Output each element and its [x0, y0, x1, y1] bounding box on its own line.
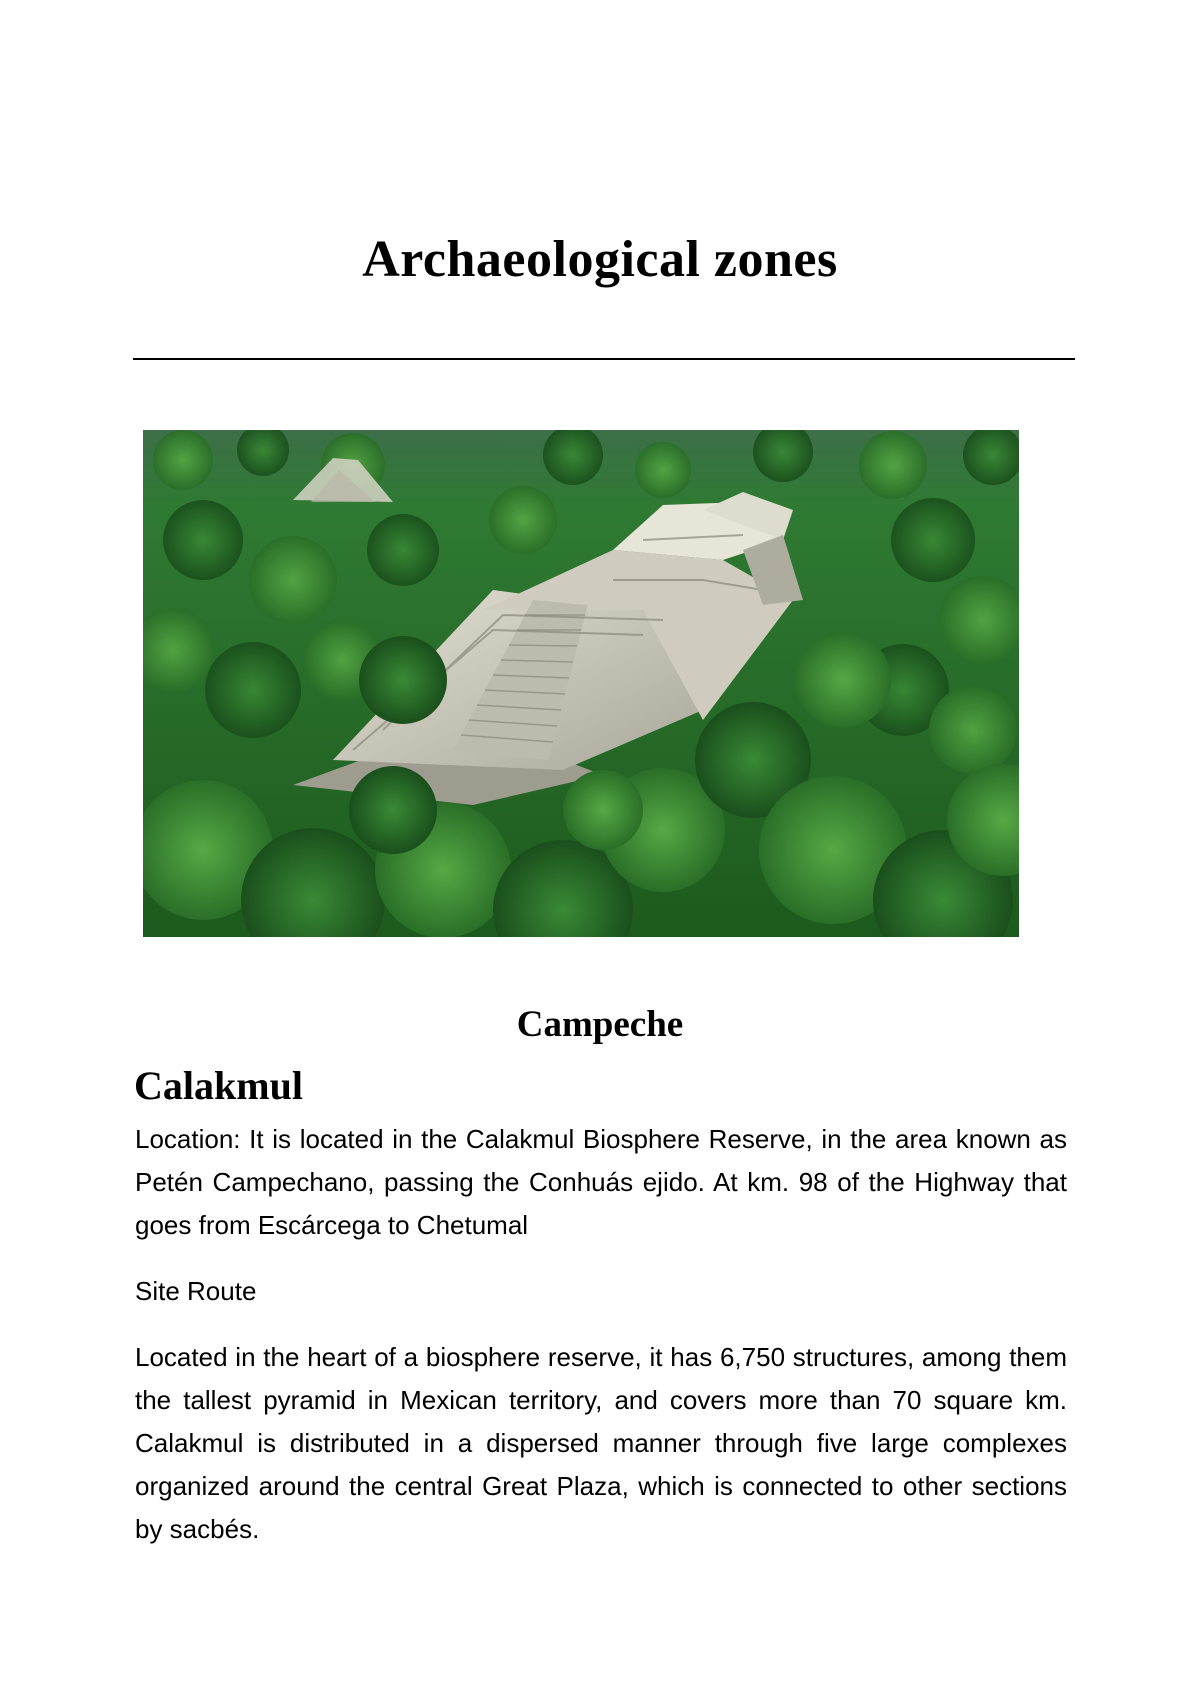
page-title: Archaeological zones: [362, 231, 838, 288]
site-route-label: Site Route: [135, 1276, 257, 1306]
title-divider: [133, 358, 1075, 360]
calakmul-pyramid-photo: [143, 430, 1019, 937]
region-heading: Campeche: [516, 1004, 684, 1045]
site-heading: Calakmul: [134, 1063, 303, 1108]
location-paragraph: Location: It is located in the Calakmul Biosphere Reserve, in the area known as Petén Campechano, passing the Conhuás ejido. At km. 98 of the Highway that goes from Escárcega to Chetumal: [135, 1124, 1067, 1240]
site-description-paragraph: Located in the heart of a biosphere reserve, it has 6,750 structures, among them the tallest pyramid in Mexican territory, and covers more than 70 square km. Calakmul is distributed in a dispersed manner through five large complexes organized around the central Great Plaza, which is connected to other sections by sacbés.: [135, 1342, 1067, 1544]
